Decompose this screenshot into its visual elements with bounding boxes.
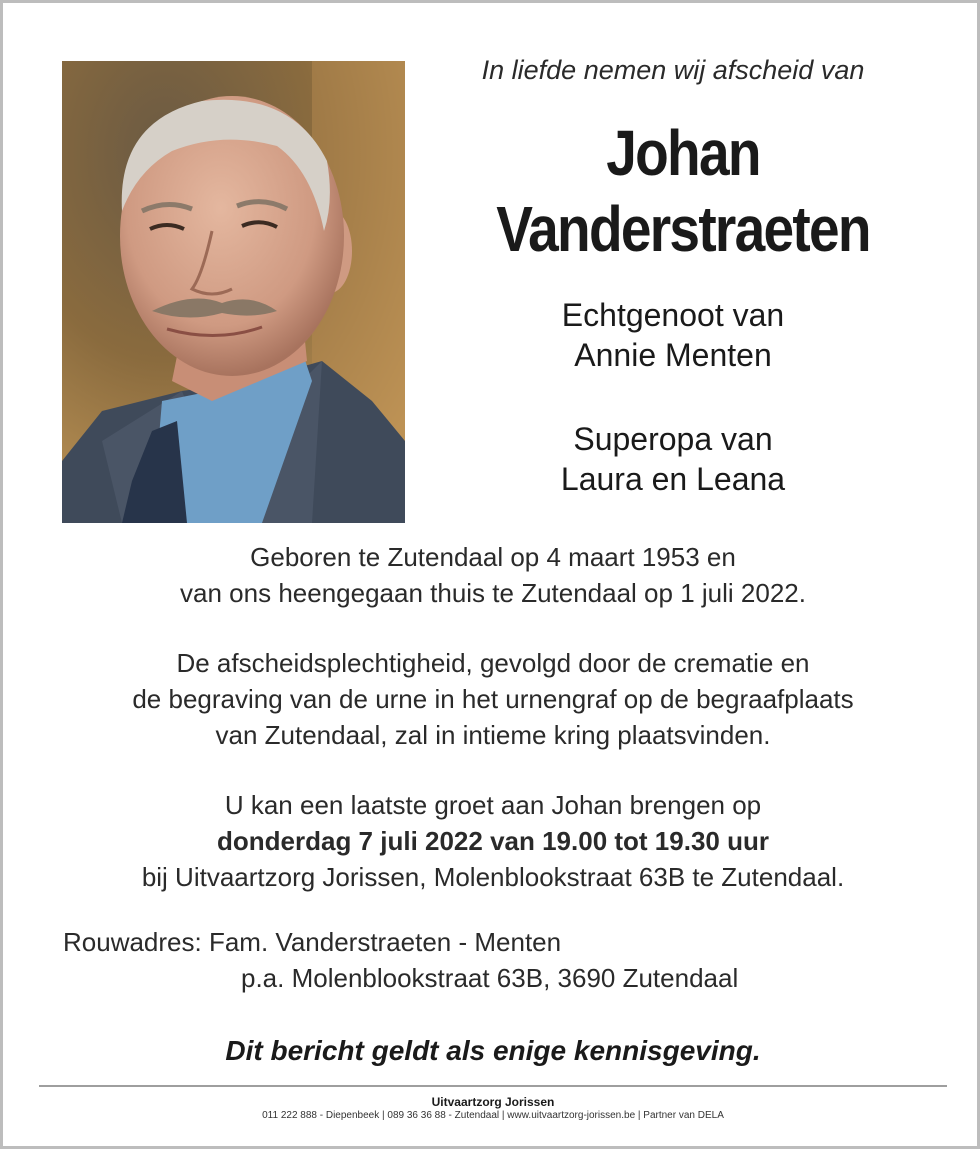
last-name: Vanderstraeten — [496, 193, 870, 265]
spouse-relation-line2: Annie Menten — [574, 337, 772, 373]
birth-line: Geboren te Zutendaal op 4 maart 1953 en — [250, 542, 736, 572]
ceremony-line-1: De afscheidsplechtigheid, gevolgd door de crematie en — [176, 648, 810, 678]
grandchildren-relation — [423, 419, 923, 499]
visitation-paragraph — [43, 787, 943, 895]
first-name: Johan — [606, 117, 760, 189]
notice-statement: Dit bericht geldt als enige kennisgeving. — [225, 1035, 761, 1066]
ceremony-paragraph — [43, 645, 943, 753]
grandchildren-relation-line1: Superopa van — [573, 421, 773, 457]
death-line: van ons heengegaan thuis te Zutendaal op 1 juli 2022. — [180, 578, 806, 608]
funeral-home-name: Uitvaartzorg Jorissen — [431, 1095, 555, 1109]
spouse-relation-line1: Echtgenoot van — [561, 297, 785, 333]
ceremony-line-2: de begraving van de urne in het urnengraf op de begraafplaats — [132, 684, 854, 714]
visitation-line-1: U kan een laatste groet aan Johan brengen op — [224, 790, 762, 820]
birth-death-paragraph — [43, 539, 943, 611]
funeral-home-contact: 011 222 888 - Diepenbeek | 089 36 36 88 - Zutendaal | www.uitvaartzorg-jorissen.be | Partner van DELA — [262, 1110, 724, 1121]
deceased-name — [468, 115, 898, 267]
spouse-relation — [423, 295, 923, 375]
footer-divider — [39, 1085, 947, 1087]
intro-text: In liefde nemen wij afscheid van — [481, 55, 865, 85]
portrait-photo — [62, 61, 405, 523]
visitation-location: bij Uitvaartzorg Jorissen, Molenblookstraat 63B te Zutendaal. — [141, 862, 845, 892]
ceremony-line-3: van Zutendaal, zal in intieme kring plaatsvinden. — [215, 720, 771, 750]
mourning-address-line2: p.a. Molenblookstraat 63B, 3690 Zutendaal — [241, 963, 739, 993]
grandchildren-relation-line2: Laura en Leana — [560, 461, 786, 497]
visitation-datetime: donderdag 7 juli 2022 van 19.00 tot 19.30 uur — [217, 826, 769, 856]
mourning-address-line1: Rouwadres: Fam. Vanderstraeten - Menten — [63, 927, 562, 957]
